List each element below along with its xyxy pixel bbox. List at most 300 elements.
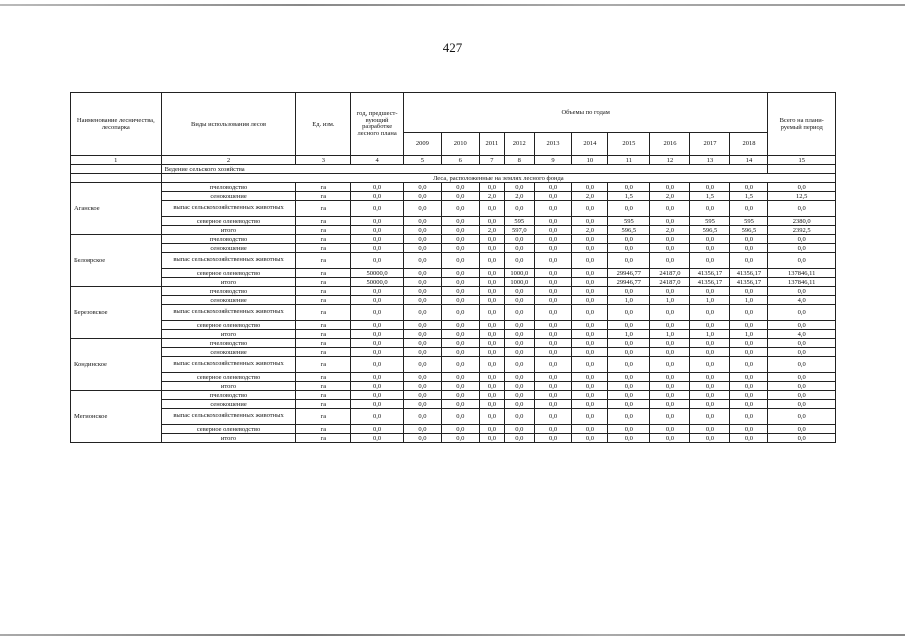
year-value: 0,0 — [479, 330, 504, 339]
year-value: 0,0 — [403, 296, 441, 305]
prev-year-value: 0,0 — [351, 382, 404, 391]
unit: га — [296, 244, 351, 253]
year-value: 0,0 — [608, 235, 650, 244]
use-kind: итого — [161, 278, 296, 287]
year-value: 0,0 — [441, 269, 479, 278]
year-value: 0,0 — [690, 425, 730, 434]
year-value: 0,0 — [479, 373, 504, 382]
year-value: 0,0 — [505, 382, 535, 391]
table-row — [71, 339, 836, 348]
year-value: 0,0 — [441, 278, 479, 287]
year-value: 0,0 — [505, 330, 535, 339]
prev-year-value: 0,0 — [351, 217, 404, 226]
year-value: 595 — [505, 217, 535, 226]
year-value: 0,0 — [572, 400, 608, 409]
unit: га — [296, 409, 351, 425]
year-value: 0,0 — [534, 425, 572, 434]
year-value: 0,0 — [479, 244, 504, 253]
year-value: 0,0 — [479, 321, 504, 330]
table-row — [71, 253, 836, 269]
year-value: 0,0 — [403, 287, 441, 296]
use-kind: итого — [161, 330, 296, 339]
header-year: 2012 — [505, 132, 535, 155]
year-value: 0,0 — [608, 425, 650, 434]
year-value: 0,0 — [572, 348, 608, 357]
section-row — [71, 165, 836, 174]
table-row — [71, 357, 836, 373]
period-total: 0,0 — [768, 373, 836, 382]
year-value: 0,0 — [690, 400, 730, 409]
year-value: 0,0 — [505, 183, 535, 192]
year-value: 0,0 — [534, 226, 572, 235]
use-kind: выпас сельскохозяйственных животных — [161, 409, 296, 425]
use-kind: пчеловодство — [161, 287, 296, 296]
period-total: 0,0 — [768, 321, 836, 330]
period-total: 0,0 — [768, 391, 836, 400]
period-total: 4,0 — [768, 330, 836, 339]
year-value: 0,0 — [690, 287, 730, 296]
year-value: 0,0 — [730, 373, 768, 382]
prev-year-value: 0,0 — [351, 434, 404, 443]
header-name: Наименование лесничества, лесопарка — [71, 93, 162, 156]
year-value: 0,0 — [608, 348, 650, 357]
year-value: 0,0 — [403, 235, 441, 244]
year-value: 0,0 — [572, 296, 608, 305]
year-value: 0,0 — [441, 183, 479, 192]
table-row — [71, 201, 836, 217]
year-value: 0,0 — [534, 348, 572, 357]
year-value: 0,0 — [403, 253, 441, 269]
year-value: 0,0 — [730, 425, 768, 434]
year-value: 0,0 — [441, 409, 479, 425]
year-value: 0,0 — [534, 192, 572, 201]
year-value: 0,0 — [572, 278, 608, 287]
period-total: 137846,11 — [768, 278, 836, 287]
period-total: 0,0 — [768, 409, 836, 425]
year-value: 0,0 — [608, 409, 650, 425]
year-value: 0,0 — [608, 434, 650, 443]
year-value: 41356,17 — [730, 269, 768, 278]
table-row — [71, 269, 836, 278]
year-value: 0,0 — [479, 382, 504, 391]
unit: га — [296, 278, 351, 287]
year-value: 0,0 — [534, 287, 572, 296]
year-value: 0,0 — [572, 434, 608, 443]
year-value: 0,0 — [479, 287, 504, 296]
year-value: 0,0 — [505, 373, 535, 382]
year-value: 0,0 — [650, 339, 690, 348]
year-value: 0,0 — [572, 201, 608, 217]
year-value: 0,0 — [572, 357, 608, 373]
use-kind: выпас сельскохозяйственных животных — [161, 305, 296, 321]
use-kind: северное оленеводство — [161, 269, 296, 278]
year-value: 0,0 — [534, 296, 572, 305]
table-row — [71, 400, 836, 409]
year-value: 0,0 — [479, 183, 504, 192]
period-total: 0,0 — [768, 183, 836, 192]
year-value: 0,0 — [534, 235, 572, 244]
table-row — [71, 425, 836, 434]
year-value: 0,0 — [650, 217, 690, 226]
year-value: 595 — [730, 217, 768, 226]
year-value: 0,0 — [572, 235, 608, 244]
column-number: 13 — [690, 156, 730, 165]
table-row — [71, 183, 836, 192]
year-value: 0,0 — [650, 183, 690, 192]
year-value: 0,0 — [650, 382, 690, 391]
year-value: 0,0 — [403, 269, 441, 278]
prev-year-value: 0,0 — [351, 226, 404, 235]
year-value: 1,0 — [730, 296, 768, 305]
use-kind: выпас сельскохозяйственных животных — [161, 201, 296, 217]
period-total: 0,0 — [768, 305, 836, 321]
prev-year-value: 0,0 — [351, 357, 404, 373]
year-value: 0,0 — [441, 201, 479, 217]
header-year: 2018 — [730, 132, 768, 155]
year-value: 0,0 — [441, 425, 479, 434]
period-total: 0,0 — [768, 382, 836, 391]
column-number: 6 — [441, 156, 479, 165]
year-value: 0,0 — [534, 253, 572, 269]
period-total: 0,0 — [768, 287, 836, 296]
year-value: 0,0 — [441, 244, 479, 253]
unit: га — [296, 305, 351, 321]
period-total: 0,0 — [768, 425, 836, 434]
year-value: 0,0 — [608, 373, 650, 382]
year-value: 1,0 — [690, 296, 730, 305]
period-total: 0,0 — [768, 348, 836, 357]
year-value: 2,0 — [572, 226, 608, 235]
year-value: 29946,77 — [608, 278, 650, 287]
unit: га — [296, 226, 351, 235]
subsection-row — [71, 174, 836, 183]
use-kind: северное оленеводство — [161, 217, 296, 226]
year-value: 0,0 — [608, 357, 650, 373]
year-value: 0,0 — [403, 382, 441, 391]
total-row — [71, 434, 836, 443]
year-value: 0,0 — [534, 244, 572, 253]
year-value: 596,5 — [690, 226, 730, 235]
year-value: 0,0 — [650, 321, 690, 330]
year-value: 0,0 — [608, 253, 650, 269]
year-value: 0,0 — [505, 244, 535, 253]
year-value: 0,0 — [650, 244, 690, 253]
year-value: 0,0 — [650, 201, 690, 217]
year-value: 0,0 — [650, 287, 690, 296]
year-value: 0,0 — [479, 235, 504, 244]
year-value: 0,0 — [730, 348, 768, 357]
year-value: 0,0 — [479, 409, 504, 425]
year-value: 0,0 — [403, 391, 441, 400]
unit: га — [296, 357, 351, 373]
year-value: 0,0 — [403, 425, 441, 434]
year-value: 0,0 — [505, 348, 535, 357]
column-number: 9 — [534, 156, 572, 165]
year-value: 0,0 — [403, 201, 441, 217]
year-value: 0,0 — [730, 235, 768, 244]
year-value: 0,0 — [534, 269, 572, 278]
year-value: 0,0 — [403, 357, 441, 373]
year-value: 0,0 — [730, 391, 768, 400]
year-value: 0,0 — [534, 183, 572, 192]
prev-year-value: 0,0 — [351, 192, 404, 201]
unit: га — [296, 330, 351, 339]
year-value: 0,0 — [505, 287, 535, 296]
unit: га — [296, 425, 351, 434]
year-value: 596,5 — [608, 226, 650, 235]
year-value: 0,0 — [608, 183, 650, 192]
use-kind: пчеловодство — [161, 235, 296, 244]
year-value: 0,0 — [479, 278, 504, 287]
year-value: 0,0 — [608, 305, 650, 321]
table-row — [71, 305, 836, 321]
scan-edge-bottom — [0, 634, 905, 636]
header-year: 2009 — [403, 132, 441, 155]
year-value: 2,0 — [572, 192, 608, 201]
year-value: 0,0 — [690, 391, 730, 400]
year-value: 0,0 — [572, 253, 608, 269]
table-row — [71, 373, 836, 382]
year-value: 0,0 — [650, 391, 690, 400]
use-kind: сенокошение — [161, 348, 296, 357]
year-value: 0,0 — [441, 192, 479, 201]
year-value: 0,0 — [608, 321, 650, 330]
period-total: 0,0 — [768, 357, 836, 373]
year-value: 0,0 — [730, 434, 768, 443]
year-value: 0,0 — [572, 269, 608, 278]
column-number: 1 — [71, 156, 162, 165]
year-value: 0,0 — [479, 391, 504, 400]
period-total: 0,0 — [768, 400, 836, 409]
section-title: Ведение сельского хозяйства — [161, 165, 768, 174]
use-kind: выпас сельскохозяйственных животных — [161, 357, 296, 373]
period-total: 4,0 — [768, 296, 836, 305]
year-value: 1,5 — [730, 192, 768, 201]
use-kind: выпас сельскохозяйственных животных — [161, 253, 296, 269]
period-total: 0,0 — [768, 201, 836, 217]
year-value: 0,0 — [441, 400, 479, 409]
year-value: 0,0 — [534, 373, 572, 382]
prev-year-value: 0,0 — [351, 201, 404, 217]
unit: га — [296, 217, 351, 226]
use-kind: сенокошение — [161, 296, 296, 305]
unit: га — [296, 253, 351, 269]
year-value: 0,0 — [572, 305, 608, 321]
year-value: 24187,0 — [650, 269, 690, 278]
use-kind: сенокошение — [161, 400, 296, 409]
year-value: 0,0 — [441, 296, 479, 305]
year-value: 0,0 — [505, 409, 535, 425]
prev-year-value: 0,0 — [351, 391, 404, 400]
column-number: 2 — [161, 156, 296, 165]
year-value: 0,0 — [572, 339, 608, 348]
prev-year-value: 0,0 — [351, 321, 404, 330]
year-value: 0,0 — [650, 357, 690, 373]
unit: га — [296, 434, 351, 443]
year-value: 0,0 — [608, 244, 650, 253]
year-value: 0,0 — [534, 201, 572, 217]
year-value: 0,0 — [505, 305, 535, 321]
period-total: 2380,0 — [768, 217, 836, 226]
prev-year-value: 0,0 — [351, 235, 404, 244]
year-value: 0,0 — [403, 348, 441, 357]
year-value: 0,0 — [403, 373, 441, 382]
prev-year-value: 50000,0 — [351, 269, 404, 278]
subsection-title: Леса, расположенные на землях лесного фонда — [161, 174, 835, 183]
year-value: 0,0 — [730, 253, 768, 269]
forestry-name: Березовское — [71, 287, 162, 339]
prev-year-value: 50000,0 — [351, 278, 404, 287]
year-value: 0,0 — [730, 339, 768, 348]
year-value: 0,0 — [441, 348, 479, 357]
total-row — [71, 226, 836, 235]
header-year: 2015 — [608, 132, 650, 155]
year-value: 0,0 — [505, 235, 535, 244]
year-value: 0,0 — [403, 330, 441, 339]
header-total: Всего на плани-руемый период — [768, 93, 836, 156]
header-prev-year: год, предшест-вующий разработке лесного плана — [351, 93, 404, 156]
prev-year-value: 0,0 — [351, 296, 404, 305]
year-value: 0,0 — [690, 201, 730, 217]
year-value: 0,0 — [403, 226, 441, 235]
year-value: 595 — [608, 217, 650, 226]
prev-year-value: 0,0 — [351, 253, 404, 269]
year-value: 0,0 — [730, 400, 768, 409]
subsection-blank — [71, 174, 162, 183]
year-value: 0,0 — [690, 373, 730, 382]
year-value: 0,0 — [534, 278, 572, 287]
table-row — [71, 217, 836, 226]
year-value: 0,0 — [534, 321, 572, 330]
prev-year-value: 0,0 — [351, 348, 404, 357]
year-value: 0,0 — [730, 201, 768, 217]
period-total: 12,5 — [768, 192, 836, 201]
unit: га — [296, 183, 351, 192]
year-value: 0,0 — [479, 348, 504, 357]
column-number: 5 — [403, 156, 441, 165]
forest-use-table — [70, 92, 836, 443]
column-number: 14 — [730, 156, 768, 165]
year-value: 596,5 — [730, 226, 768, 235]
year-value: 2,0 — [505, 192, 535, 201]
year-value: 0,0 — [690, 305, 730, 321]
prev-year-value: 0,0 — [351, 339, 404, 348]
year-value: 41356,17 — [690, 269, 730, 278]
year-value: 0,0 — [650, 425, 690, 434]
year-value: 0,0 — [608, 400, 650, 409]
year-value: 0,0 — [608, 287, 650, 296]
year-value: 0,0 — [505, 296, 535, 305]
year-value: 41356,17 — [730, 278, 768, 287]
unit: га — [296, 269, 351, 278]
year-value: 0,0 — [650, 253, 690, 269]
year-value: 0,0 — [441, 321, 479, 330]
prev-year-value: 0,0 — [351, 409, 404, 425]
use-kind: итого — [161, 434, 296, 443]
unit: га — [296, 382, 351, 391]
year-value: 0,0 — [441, 357, 479, 373]
header-year: 2016 — [650, 132, 690, 155]
forestry-name: Белоярское — [71, 235, 162, 287]
year-value: 0,0 — [403, 434, 441, 443]
year-value: 0,0 — [403, 305, 441, 321]
column-number: 8 — [505, 156, 535, 165]
scan-edge-top — [0, 4, 905, 6]
year-value: 0,0 — [690, 382, 730, 391]
year-value: 0,0 — [650, 400, 690, 409]
year-value: 0,0 — [650, 409, 690, 425]
year-value: 0,0 — [730, 305, 768, 321]
unit: га — [296, 235, 351, 244]
header-volumes: Объемы по годам — [403, 93, 768, 133]
header-year: 2014 — [572, 132, 608, 155]
table-row — [71, 348, 836, 357]
year-value: 1000,0 — [505, 269, 535, 278]
year-value: 0,0 — [479, 296, 504, 305]
year-value: 1,5 — [608, 192, 650, 201]
year-value: 0,0 — [690, 339, 730, 348]
year-value: 0,0 — [534, 382, 572, 391]
use-kind: пчеловодство — [161, 391, 296, 400]
column-number: 4 — [351, 156, 404, 165]
year-value: 0,0 — [441, 253, 479, 269]
year-value: 0,0 — [505, 253, 535, 269]
year-value: 0,0 — [572, 391, 608, 400]
header-year: 2017 — [690, 132, 730, 155]
year-value: 2,0 — [479, 226, 504, 235]
period-total: 0,0 — [768, 244, 836, 253]
year-value: 0,0 — [572, 382, 608, 391]
forestry-name: Мегионское — [71, 391, 162, 443]
year-value: 0,0 — [608, 382, 650, 391]
year-value: 0,0 — [572, 425, 608, 434]
use-kind: сенокошение — [161, 244, 296, 253]
year-value: 0,0 — [441, 287, 479, 296]
year-value: 0,0 — [572, 330, 608, 339]
year-value: 0,0 — [650, 348, 690, 357]
year-value: 0,0 — [730, 357, 768, 373]
unit: га — [296, 391, 351, 400]
year-value: 0,0 — [690, 409, 730, 425]
year-value: 0,0 — [403, 183, 441, 192]
year-value: 0,0 — [572, 321, 608, 330]
year-value: 0,0 — [572, 373, 608, 382]
year-value: 0,0 — [441, 330, 479, 339]
year-value: 0,0 — [403, 409, 441, 425]
use-kind: пчеловодство — [161, 339, 296, 348]
prev-year-value: 0,0 — [351, 244, 404, 253]
year-value: 0,0 — [479, 425, 504, 434]
year-value: 0,0 — [441, 434, 479, 443]
year-value: 0,0 — [690, 434, 730, 443]
prev-year-value: 0,0 — [351, 373, 404, 382]
prev-year-value: 0,0 — [351, 183, 404, 192]
header-kind: Виды использования лесов — [161, 93, 296, 156]
year-value: 0,0 — [608, 339, 650, 348]
year-value: 0,0 — [505, 434, 535, 443]
year-value: 0,0 — [690, 235, 730, 244]
use-kind: северное оленеводство — [161, 321, 296, 330]
year-value: 0,0 — [403, 400, 441, 409]
year-value: 0,0 — [479, 269, 504, 278]
year-value: 0,0 — [441, 226, 479, 235]
unit: га — [296, 400, 351, 409]
year-value: 0,0 — [730, 244, 768, 253]
year-value: 0,0 — [608, 201, 650, 217]
year-value: 0,0 — [505, 321, 535, 330]
year-value: 0,0 — [572, 287, 608, 296]
year-value: 0,0 — [534, 330, 572, 339]
